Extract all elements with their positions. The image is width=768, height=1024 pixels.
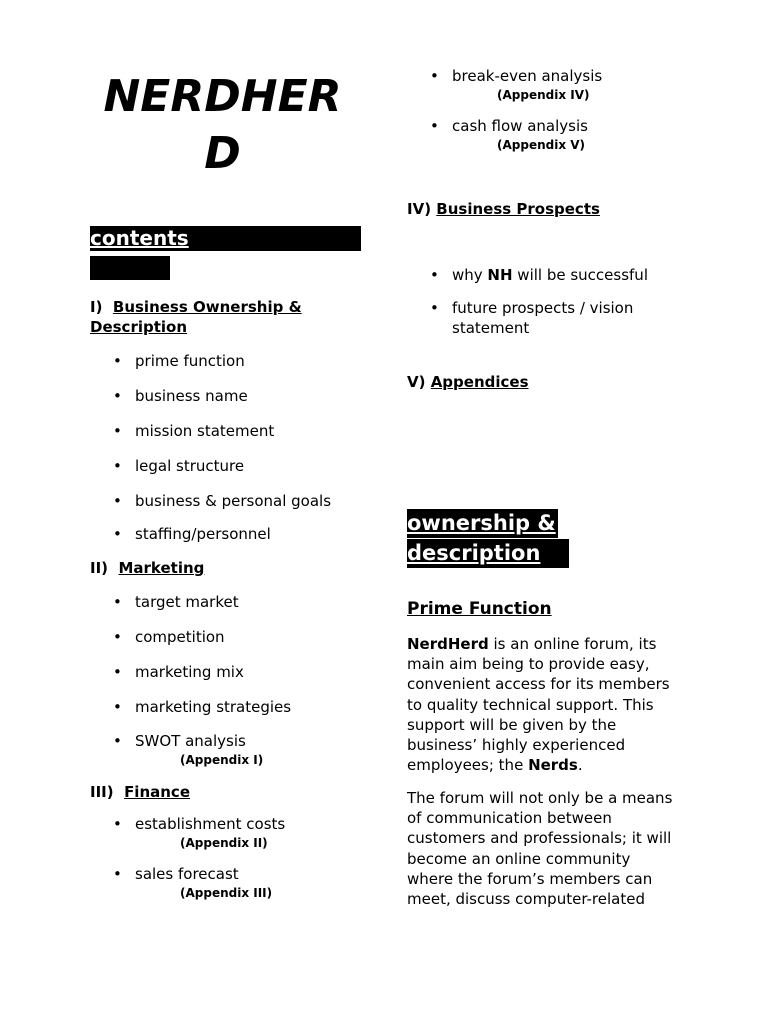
list-item: • future prospects / vision statement [452,298,633,338]
list-item: • break-even analysis [452,66,602,86]
section-3-heading: III) Finance [90,783,190,801]
list-item: • business & personal goals [135,491,331,511]
list-item: • business name [135,386,248,406]
section-4-heading: IV) Business Prospects [407,200,600,218]
appendix-label: (Appendix III) [180,886,273,900]
section-2-title: Marketing [118,559,205,577]
appendix-label: (Appendix I) [180,753,264,767]
list-item: • establishment costs [135,814,285,834]
prime-function-paragraph-2: The forum will not only be a means of communication between customers and professionals; it will become an online community where the forum’s members can meet, discuss computer-related [407,789,673,909]
list-item: • cash flow analysis [452,116,588,136]
appendix-label: (Appendix V) [497,138,586,152]
section-1-heading: I) Business Ownership & Description [90,298,302,336]
ownership-heading-line-1: ownership & [407,509,558,538]
section-5-title: Appendices [430,373,529,391]
list-item: • prime function [135,351,245,371]
title-line-1: NERDHER [103,71,342,122]
contents-heading: contents [90,226,361,251]
section-3-title: Finance [124,783,190,801]
section-2-heading: II) Marketing [90,559,205,577]
list-item: • staffing/personnel [135,524,271,544]
title-line-2: D [204,128,241,179]
section-4-title: Business Prospects [436,200,600,218]
document-title [90,68,355,182]
list-item: • SWOT analysis [135,731,246,751]
section-5-heading: V) Appendices [407,373,529,391]
list-item: • marketing strategies [135,697,291,717]
appendix-label: (Appendix II) [180,836,268,850]
list-item: • competition [135,627,225,647]
list-item: • mission statement [135,421,274,441]
list-item: • legal structure [135,456,244,476]
appendix-label: (Appendix IV) [497,88,590,102]
prime-function-heading: Prime Function [407,599,552,619]
contents-heading-bar [90,256,170,280]
list-item: • target market [135,592,239,612]
list-item: • why NH will be successful [452,265,648,285]
list-item: • marketing mix [135,662,244,682]
ownership-heading-line-2: description [407,539,569,568]
section-1-title-a: Business Ownership & [112,298,302,316]
list-item: • sales forecast [135,864,239,884]
prime-function-paragraph-1: NerdHerd is an online forum, its main aim being to provide easy, convenient access for its members to quality technical support. This support will be given by the business’ highly experienced employees; the Nerds. [407,635,670,775]
section-1-title-b: Description [90,318,188,336]
